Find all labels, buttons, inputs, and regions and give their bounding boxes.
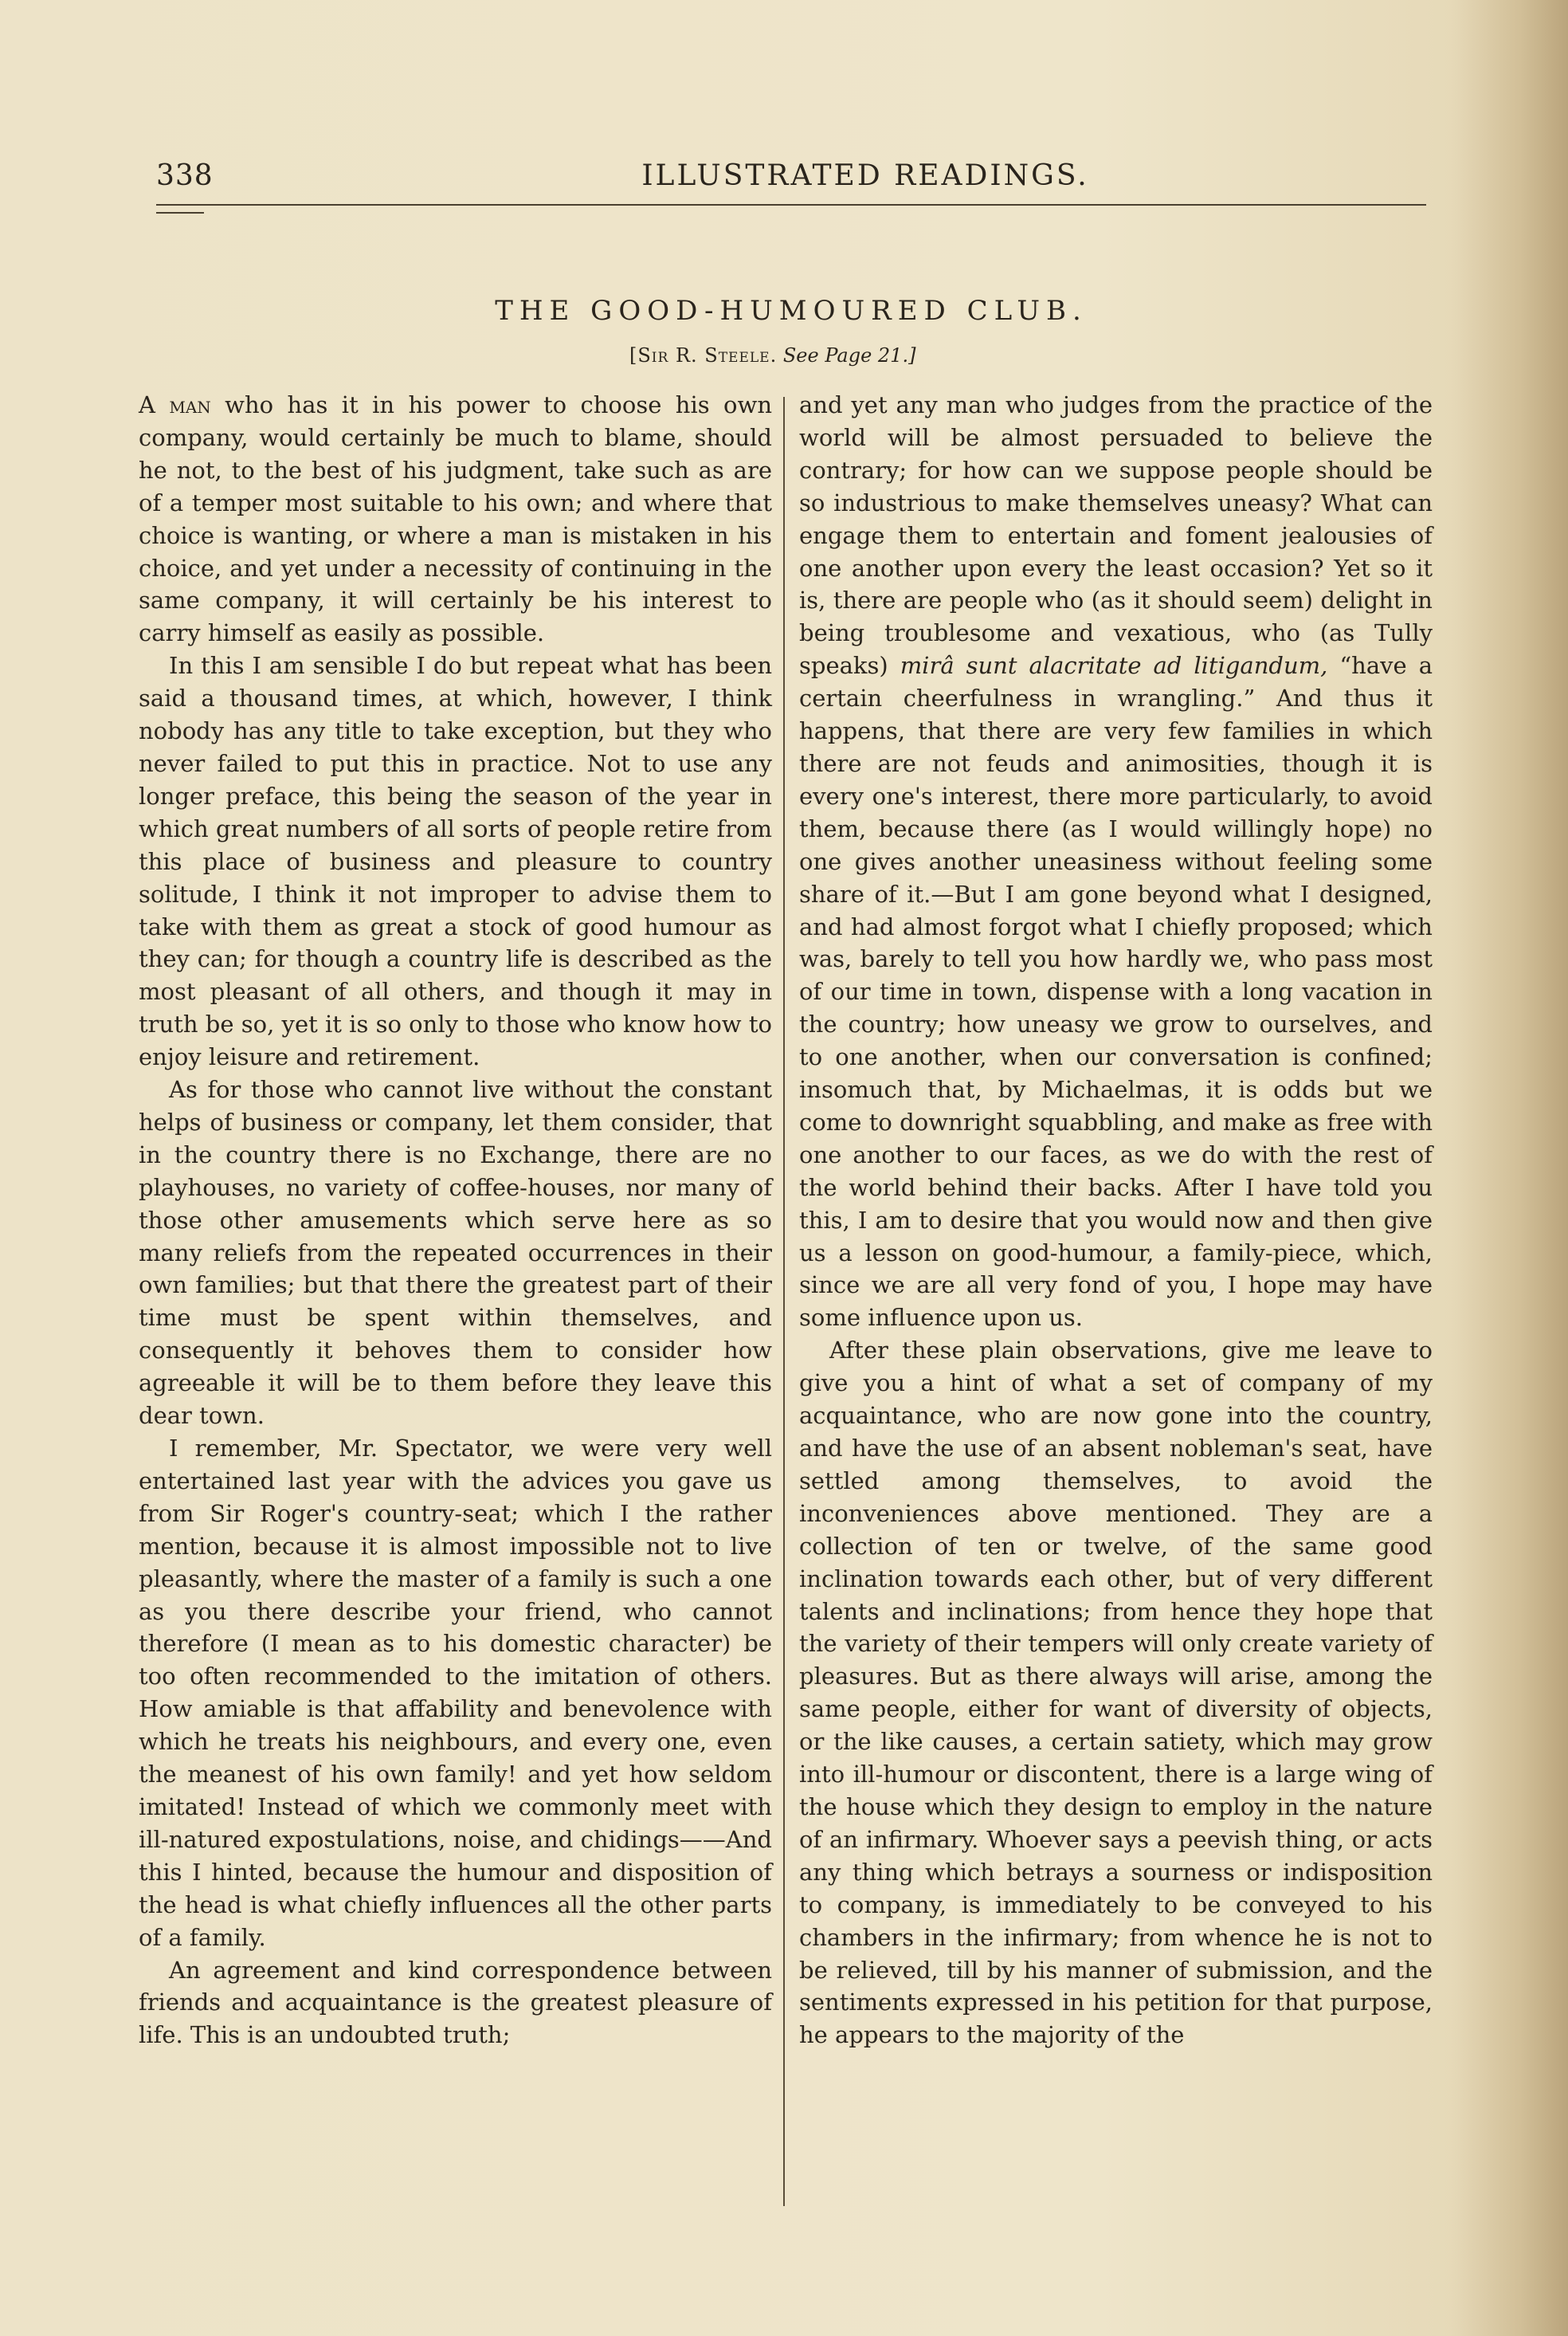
article-title: THE GOOD-HUMOURED CLUB. (495, 295, 1088, 327)
byline-see-page: See Page 21.] (782, 344, 916, 367)
book-gutter-shadow (1448, 0, 1568, 2336)
left-column (139, 389, 772, 2051)
running-head-title: ILLUSTRATED READINGS. (641, 159, 1089, 192)
paragraph: In this I am sensible I do but repeat what has been said a thousand times, at which, however, I think nobody has any title to take exception, but they who never failed to put this in practice. Not to use any longer preface, this being the season of the year in which great numbers of all sorts of people retire from this place of business and pleasure to country solitude, I think it not improper to advise them to take with them as great a stock of good humour as they can; for though a country life is described as the most pleasant of all others, and though it may in truth be so, yet it is so only to those who know how to enjoy leisure and retirement. (139, 652, 772, 1071)
paragraph: I remember, Mr. Spectator, we were very well entertained last year with the advices you gave us from Sir Roger's country-seat; which I the rather mention, because it is almost impossible not to live pleasantly, where the master of a family is such a one as you there describe your friend, who cannot therefore (I mean as to his domestic character) be too often recommended to the imitation of others. How amiable is that affability and benevolence with which he treats his neighbours, and every one, even the meanest of his own family! and yet how seldom imitated! Instead of which we commonly meet with ill-natured expostulations, noise, and chidings——And this I hinted, because the humour and disposition of the head is what chiefly influences all the other parts of a family. (139, 1435, 772, 1951)
paragraph: An agreement and kind correspondence between friends and acquaintance is the greatest pleasure of life. This is an undoubted truth; (139, 1956, 772, 2049)
header-rule (156, 204, 1426, 206)
paragraph-text: and yet any man who judges from the practice of the world will be almost persuaded to believe the contrary; for how can we suppose people should be so industrious to make themselves uneasy? What can engage them to entertain and foment jealousies of one another upon every the least occasion? Yet so it is, there are people who (as it should seem) delight in being troublesome and vexatious, who (as Tully speaks) (799, 391, 1433, 680)
paragraph: As for those who cannot live without the constant helps of business or company, let them consider, that in the country there is no Exchange, there are no playhouses, no variety of coffee-houses, nor many of those other amusements which serve here as so many reliefs from the repeated occurrences in their own families; but that there the greatest part of their time must be spent within themselves, and consequently it behoves them to consider how agreeable it will be to them before they leave this dear town. (139, 1076, 772, 1430)
opening-words: A man (139, 391, 211, 418)
latin-quote: mirâ sunt alacritate ad litigandum, (900, 652, 1328, 680)
paragraph-text: who has it in his power to choose his own company, would certainly be much to blame, should he not, to the best of his judgment, take such as are of a temper most suitable to his own; and where that choice is wanting, or where a man is mistaken in his choice, and yet under a necessity of continuing in the same company, it will certainly be his interest to carry himself as easily as possible. (139, 391, 772, 647)
paragraph (799, 389, 1433, 1334)
paragraph (139, 389, 772, 650)
page-number: 338 (156, 159, 214, 192)
header-rule-short (156, 212, 204, 214)
byline-author: [Sir R. Steele. (629, 344, 778, 367)
right-column (799, 389, 1433, 2051)
paragraph-text: “have a certain cheerfulness in wrangling.” And thus it happens, that there are very few families in which there are not feuds and animosities, though it is every one's interest, there more particularly, to avoid them, because there (as I would willingly hope) no one gives another uneasiness without feeling some share of it.—But I am gone beyond what I designed, and had almost forgot what I chiefly proposed; which was, barely to tell you how hardly we, who pass most of our time in town, dispense with a long vacation in the country; how uneasy we grow to ourselves, and to one another, when our conversation is confined; insomuch that, by Michaelmas, it is odds but we come to downright squabbling, and make as free with one another to our faces, as we do with the rest of the world behind their backs. After I have told you this, I am to desire that you would now and then give us a lesson on good-humour, a family-piece, which, since we are all very fond of you, I hope may have some influence upon us. (799, 652, 1433, 1332)
byline (629, 344, 1044, 367)
paragraph: After these plain observations, give me leave to give you a hint of what a set of company of my acquaintance, who are now gone into the country, and have the use of an absent nobleman's seat, have settled among themselves, to avoid the inconveniences above mentioned. They are a collection of ten or twelve, of the same good inclination towards each other, but of very different talents and inclinations; from hence they hope that the variety of their tempers will only create variety of pleasures. But as there always will arise, among the same people, either for want of diversity of objects, or the like causes, a certain satiety, which may grow into ill-humour or discontent, there is a large wing of the house which they design to employ in the nature of an infirmary. Whoever says a peevish thing, or acts any thing which betrays a sourness or indisposition to company, is immediately to be conveyed to his chambers in the infirmary; from whence he is not to be relieved, till by his manner of submission, and the sentiments expressed in his petition for that purpose, he appears to the majority of the (799, 1337, 1433, 2049)
column-divider (783, 397, 785, 2206)
running-head (156, 159, 1426, 199)
